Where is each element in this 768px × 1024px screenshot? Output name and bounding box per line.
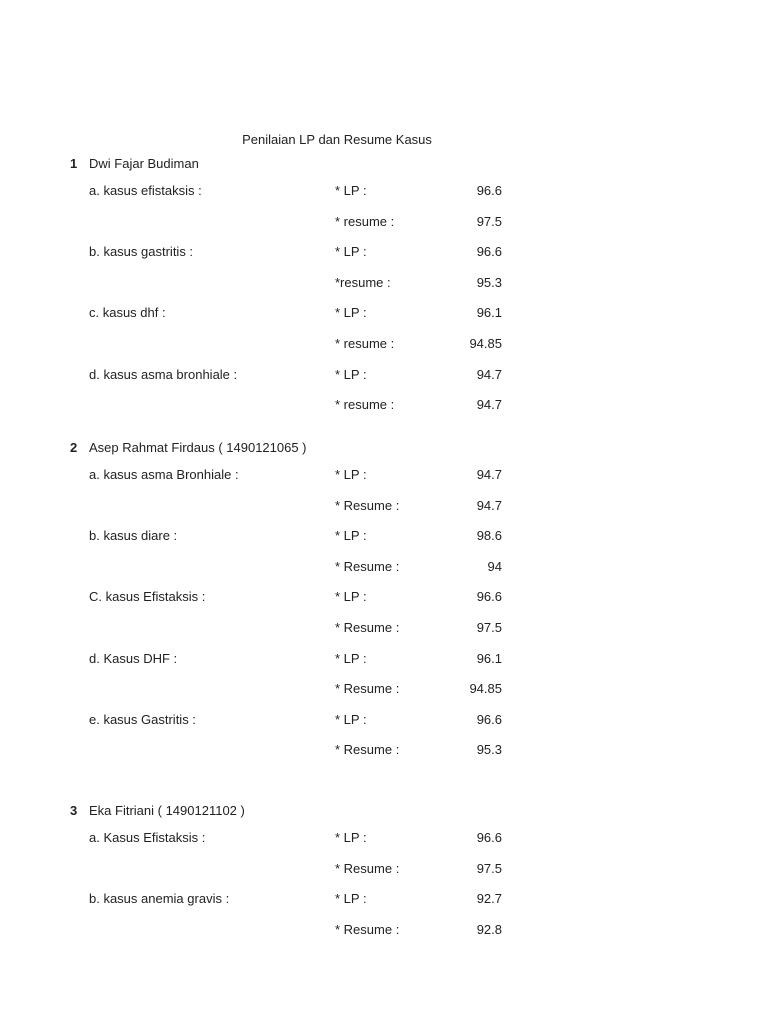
score-row xyxy=(0,619,768,637)
score-row xyxy=(0,527,768,545)
assessment-type: * LP : xyxy=(335,651,367,666)
assessment-type: * resume : xyxy=(335,214,395,229)
assessment-type: * Resume : xyxy=(335,620,400,635)
page-title: Penilaian LP dan Resume Kasus xyxy=(242,132,432,147)
score-value: 96.1 xyxy=(476,305,502,320)
score-value: 96.1 xyxy=(476,651,502,666)
student-name: Asep Rahmat Firdaus ( 1490121065 ) xyxy=(89,440,307,455)
score-row xyxy=(0,890,768,908)
student-name: Eka Fitriani ( 1490121102 ) xyxy=(89,803,245,818)
score-value: 96.6 xyxy=(476,183,502,198)
score-row xyxy=(0,396,768,414)
score-value: 94 xyxy=(487,559,502,574)
score-value: 94.7 xyxy=(476,498,502,513)
assessment-type: * Resume : xyxy=(335,742,400,757)
assessment-type: * LP : xyxy=(335,830,367,845)
student-number: 1 xyxy=(70,156,78,171)
case-label: d. kasus asma bronhiale : xyxy=(89,367,238,382)
case-label: a. Kasus Efistaksis : xyxy=(89,830,206,845)
score-value: 98.6 xyxy=(476,528,502,543)
case-label: a. kasus efistaksis : xyxy=(89,183,202,198)
case-label: d. Kasus DHF : xyxy=(89,651,178,666)
score-row xyxy=(0,921,768,939)
score-row xyxy=(0,335,768,353)
score-value: 96.6 xyxy=(476,712,502,727)
score-value: 94.7 xyxy=(476,367,502,382)
case-label: c. kasus dhf : xyxy=(89,305,166,320)
assessment-type: * LP : xyxy=(335,183,367,198)
assessment-type: * LP : xyxy=(335,589,367,604)
score-row xyxy=(0,366,768,384)
assessment-type: * resume : xyxy=(335,397,395,412)
score-row xyxy=(0,860,768,878)
assessment-type: * resume : xyxy=(335,336,395,351)
assessment-type: * LP : xyxy=(335,467,367,482)
student-number: 3 xyxy=(70,803,78,818)
score-row xyxy=(0,741,768,759)
student-header xyxy=(0,155,768,173)
score-row xyxy=(0,274,768,292)
score-row xyxy=(0,497,768,515)
case-label: b. kasus anemia gravis : xyxy=(89,891,230,906)
score-value: 97.5 xyxy=(476,861,502,876)
score-value: 94.85 xyxy=(469,336,502,351)
score-value: 96.6 xyxy=(476,244,502,259)
assessment-type: * Resume : xyxy=(335,559,400,574)
assessment-type: *resume : xyxy=(335,275,391,290)
score-row xyxy=(0,243,768,261)
score-value: 94.7 xyxy=(476,397,502,412)
assessment-type: * LP : xyxy=(335,528,367,543)
student-header xyxy=(0,439,768,457)
case-label: C. kasus Efistaksis : xyxy=(89,589,206,604)
score-row xyxy=(0,680,768,698)
score-value: 92.7 xyxy=(476,891,502,906)
score-row xyxy=(0,466,768,484)
assessment-type: * LP : xyxy=(335,712,367,727)
student-number: 2 xyxy=(70,440,78,455)
assessment-type: * Resume : xyxy=(335,861,400,876)
assessment-type: * Resume : xyxy=(335,681,400,696)
score-value: 94.7 xyxy=(476,467,502,482)
student-header xyxy=(0,802,768,820)
score-row xyxy=(0,588,768,606)
assessment-type: * LP : xyxy=(335,244,367,259)
score-value: 96.6 xyxy=(476,830,502,845)
score-value: 95.3 xyxy=(476,275,502,290)
score-value: 97.5 xyxy=(476,620,502,635)
score-value: 94.85 xyxy=(469,681,502,696)
score-value: 95.3 xyxy=(476,742,502,757)
score-row xyxy=(0,304,768,322)
case-label: a. kasus asma Bronhiale : xyxy=(89,467,239,482)
score-value: 92.8 xyxy=(476,922,502,937)
assessment-type: * Resume : xyxy=(335,498,400,513)
score-row xyxy=(0,829,768,847)
case-label: e. kasus Gastritis : xyxy=(89,712,196,727)
student-name: Dwi Fajar Budiman xyxy=(89,156,199,171)
assessment-type: * LP : xyxy=(335,367,367,382)
score-value: 97.5 xyxy=(476,214,502,229)
assessment-type: * Resume : xyxy=(335,922,400,937)
case-label: b. kasus gastritis : xyxy=(89,244,194,259)
score-row xyxy=(0,711,768,729)
score-row xyxy=(0,650,768,668)
assessment-type: * LP : xyxy=(335,891,367,906)
score-row xyxy=(0,182,768,200)
case-label: b. kasus diare : xyxy=(89,528,178,543)
score-row xyxy=(0,213,768,231)
score-row xyxy=(0,558,768,576)
assessment-type: * LP : xyxy=(335,305,367,320)
score-value: 96.6 xyxy=(476,589,502,604)
